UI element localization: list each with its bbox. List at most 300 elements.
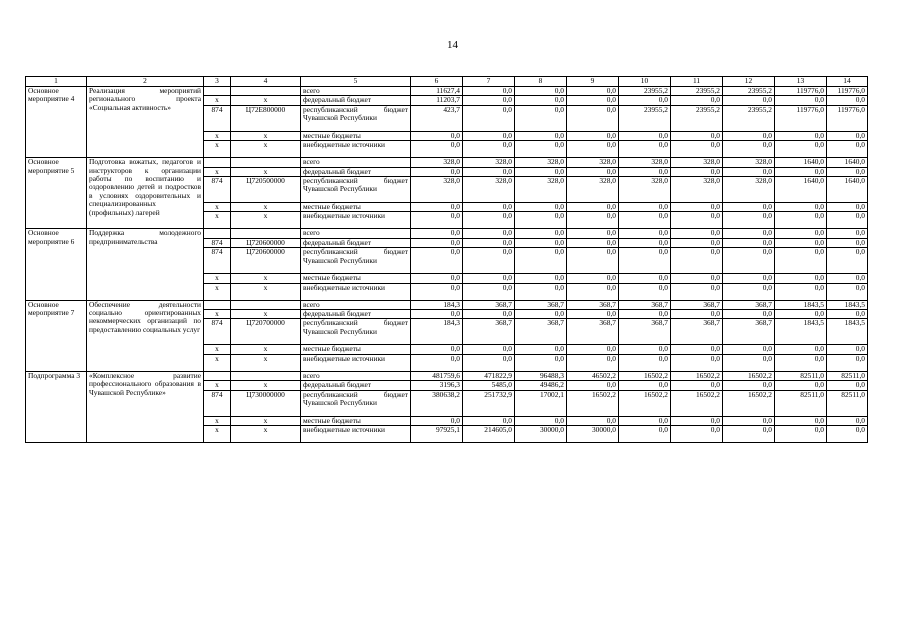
table-row [26,371,868,380]
admin-code: x [204,274,231,283]
amount-cell: 1640,0 [775,158,827,167]
page-number: 14 [447,39,458,51]
amount-cell: 328,0 [463,177,515,203]
amount-cell: 0,0 [671,426,723,443]
amount-cell: 368,7 [671,300,723,309]
amount-cell: 0,0 [411,283,463,300]
amount-cell: 0,0 [775,248,827,274]
activity-number: Основное мероприятие 6 [26,229,87,300]
amount-cell: 96488,3 [515,371,567,380]
admin-code: x [204,310,231,319]
admin-code: x [204,167,231,176]
amount-cell: 0,0 [671,310,723,319]
activity-number: Основное мероприятие 5 [26,158,87,229]
amount-cell: 0,0 [463,203,515,212]
amount-cell: 0,0 [827,212,868,229]
amount-cell: 23955,2 [723,105,775,131]
budget-table [25,76,868,443]
column-number-12: 12 [723,77,775,87]
amount-cell: 0,0 [671,345,723,354]
amount-cell: 328,0 [463,158,515,167]
amount-cell: 328,0 [671,158,723,167]
amount-cell: 0,0 [411,229,463,238]
amount-cell: 49486,2 [515,381,567,390]
amount-cell: 0,0 [463,310,515,319]
amount-cell: 0,0 [515,229,567,238]
amount-cell: 0,0 [827,238,868,247]
funding-source: всего [301,87,411,96]
amount-cell: 16502,2 [619,390,671,416]
column-number-11: 11 [671,77,723,87]
amount-cell: 0,0 [411,131,463,140]
amount-cell: 0,0 [723,167,775,176]
amount-cell: 368,7 [515,300,567,309]
amount-cell: 0,0 [515,87,567,96]
amount-cell: 0,0 [723,141,775,158]
funding-source: республиканский бюджет Чувашской Республики [301,390,411,416]
amount-cell: 0,0 [723,96,775,105]
table-row [26,300,868,309]
amount-cell: 0,0 [827,426,868,443]
admin-code: 874 [204,319,231,345]
amount-cell: 0,0 [775,229,827,238]
amount-cell: 0,0 [515,274,567,283]
budget-class-code: x [231,345,301,354]
amount-cell: 328,0 [515,158,567,167]
amount-cell: 0,0 [775,238,827,247]
amount-cell: 0,0 [775,167,827,176]
amount-cell: 0,0 [827,248,868,274]
admin-code: x [204,416,231,425]
amount-cell: 0,0 [567,283,619,300]
amount-cell: 23955,2 [619,87,671,96]
amount-cell: 0,0 [567,105,619,131]
admin-code: x [204,345,231,354]
amount-cell: 0,0 [671,212,723,229]
funding-source: внебюджетные источники [301,212,411,229]
amount-cell: 119776,0 [775,105,827,131]
amount-cell: 0,0 [619,283,671,300]
amount-cell: 328,0 [723,177,775,203]
amount-cell: 0,0 [827,345,868,354]
budget-class-code: x [231,381,301,390]
amount-cell: 0,0 [671,131,723,140]
column-number-4: 4 [231,77,301,87]
funding-source: местные бюджеты [301,203,411,212]
funding-source: федеральный бюджет [301,381,411,390]
amount-cell: 368,7 [671,319,723,345]
amount-cell: 0,0 [515,238,567,247]
amount-cell: 0,0 [723,274,775,283]
column-number-8: 8 [515,77,567,87]
amount-cell: 368,7 [463,319,515,345]
funding-source: республиканский бюджет Чувашской Республики [301,248,411,274]
column-number-1: 1 [26,77,87,87]
amount-cell: 0,0 [515,416,567,425]
amount-cell: 0,0 [671,167,723,176]
amount-cell: 0,0 [567,131,619,140]
column-number-3: 3 [204,77,231,87]
amount-cell: 0,0 [671,354,723,371]
amount-cell: 0,0 [775,426,827,443]
budget-class-code [231,229,301,238]
amount-cell: 0,0 [411,345,463,354]
amount-cell: 16502,2 [723,371,775,380]
table-row [26,87,868,96]
funding-source: местные бюджеты [301,416,411,425]
amount-cell: 0,0 [775,131,827,140]
amount-cell: 0,0 [515,345,567,354]
amount-cell: 0,0 [515,105,567,131]
amount-cell: 0,0 [827,310,868,319]
amount-cell: 368,7 [463,300,515,309]
amount-cell: 82511,0 [827,371,868,380]
amount-cell: 0,0 [411,274,463,283]
amount-cell: 0,0 [463,229,515,238]
amount-cell: 0,0 [567,345,619,354]
amount-cell: 380638,2 [411,390,463,416]
amount-cell: 328,0 [567,177,619,203]
amount-cell: 0,0 [775,203,827,212]
admin-code [204,300,231,309]
admin-code: 874 [204,238,231,247]
amount-cell: 0,0 [515,248,567,274]
amount-cell: 0,0 [775,310,827,319]
column-number-row [26,77,868,87]
activity-name: «Комплексное развитие профессионального образования в Чувашской Республике» [87,371,204,442]
amount-cell: 0,0 [723,310,775,319]
amount-cell: 0,0 [463,274,515,283]
amount-cell: 0,0 [775,381,827,390]
funding-source: республиканский бюджет Чувашской Республики [301,177,411,203]
amount-cell: 0,0 [515,96,567,105]
budget-class-code: Ц720500000 [231,177,301,203]
admin-code: x [204,141,231,158]
budget-class-code [231,371,301,380]
amount-cell: 0,0 [463,212,515,229]
funding-source: местные бюджеты [301,131,411,140]
amount-cell: 368,7 [619,300,671,309]
amount-cell: 0,0 [567,96,619,105]
amount-cell: 16502,2 [671,371,723,380]
amount-cell: 0,0 [463,416,515,425]
amount-cell: 0,0 [723,131,775,140]
amount-cell: 0,0 [827,167,868,176]
amount-cell: 0,0 [567,248,619,274]
amount-cell: 0,0 [723,354,775,371]
admin-code: x [204,283,231,300]
amount-cell: 328,0 [411,177,463,203]
activity-name: Подготовка вожатых, педагогов и инструкторов к организации работы по воспитанию и оздоровлению детей и подростков в условиях оздоровительных и специализированных (профильных) лагерей [87,158,204,229]
budget-class-code: x [231,167,301,176]
budget-class-code: Ц720600000 [231,248,301,274]
amount-cell: 0,0 [619,212,671,229]
amount-cell: 0,0 [827,354,868,371]
amount-cell: 11627,4 [411,87,463,96]
amount-cell: 368,7 [567,300,619,309]
amount-cell: 0,0 [775,96,827,105]
amount-cell: 30000,0 [567,426,619,443]
funding-source: местные бюджеты [301,274,411,283]
budget-class-code: Ц730000000 [231,390,301,416]
budget-class-code: x [231,354,301,371]
amount-cell: 0,0 [463,131,515,140]
amount-cell: 0,0 [567,203,619,212]
amount-cell: 0,0 [671,274,723,283]
budget-class-code [231,300,301,309]
amount-cell: 0,0 [515,354,567,371]
amount-cell: 0,0 [411,238,463,247]
amount-cell: 0,0 [515,283,567,300]
amount-cell: 0,0 [515,310,567,319]
admin-code: 874 [204,248,231,274]
table-row [26,158,868,167]
amount-cell: 1640,0 [775,177,827,203]
amount-cell: 0,0 [775,274,827,283]
admin-code [204,229,231,238]
activity-number: Подпрограмма 3 [26,371,87,442]
amount-cell: 82511,0 [827,390,868,416]
amount-cell: 23955,2 [671,87,723,96]
admin-code: 874 [204,390,231,416]
amount-cell: 0,0 [671,283,723,300]
amount-cell: 0,0 [567,416,619,425]
admin-code [204,158,231,167]
amount-cell: 23955,2 [723,87,775,96]
amount-cell: 0,0 [619,416,671,425]
amount-cell: 0,0 [567,167,619,176]
amount-cell: 0,0 [619,381,671,390]
amount-cell: 0,0 [463,141,515,158]
amount-cell: 0,0 [775,212,827,229]
amount-cell: 0,0 [671,248,723,274]
admin-code: x [204,381,231,390]
amount-cell: 0,0 [567,141,619,158]
amount-cell: 0,0 [463,283,515,300]
amount-cell: 0,0 [619,167,671,176]
amount-cell: 0,0 [827,381,868,390]
amount-cell: 5485,0 [463,381,515,390]
column-number-9: 9 [567,77,619,87]
amount-cell: 0,0 [723,238,775,247]
amount-cell: 16502,2 [671,390,723,416]
activity-name: Обеспечение деятельности социально ориентированных некоммерческих организаций по предоставлению социальных услуг [87,300,204,371]
amount-cell: 1843,5 [827,319,868,345]
budget-class-code: x [231,96,301,105]
amount-cell: 119776,0 [775,87,827,96]
budget-class-code: x [231,416,301,425]
table-body [26,77,868,443]
amount-cell: 0,0 [463,105,515,131]
amount-cell: 0,0 [723,203,775,212]
amount-cell: 0,0 [619,310,671,319]
amount-cell: 16502,2 [619,371,671,380]
amount-cell: 184,3 [411,319,463,345]
amount-cell: 0,0 [411,354,463,371]
amount-cell: 368,7 [619,319,671,345]
admin-code: 874 [204,177,231,203]
amount-cell: 0,0 [671,229,723,238]
budget-class-code: x [231,274,301,283]
admin-code: x [204,354,231,371]
amount-cell: 328,0 [619,177,671,203]
budget-class-code: x [231,141,301,158]
amount-cell: 0,0 [515,203,567,212]
funding-source: федеральный бюджет [301,96,411,105]
amount-cell: 3196,3 [411,381,463,390]
amount-cell: 0,0 [827,141,868,158]
admin-code [204,371,231,380]
activity-number: Основное мероприятие 4 [26,87,87,158]
amount-cell: 0,0 [619,248,671,274]
amount-cell: 0,0 [723,345,775,354]
column-number-14: 14 [827,77,868,87]
amount-cell: 1640,0 [827,177,868,203]
funding-source: внебюджетные источники [301,354,411,371]
amount-cell: 0,0 [411,141,463,158]
amount-cell: 0,0 [671,416,723,425]
amount-cell: 119776,0 [827,87,868,96]
amount-cell: 11203,7 [411,96,463,105]
amount-cell: 0,0 [671,203,723,212]
amount-cell: 0,0 [463,167,515,176]
admin-code: x [204,212,231,229]
amount-cell: 0,0 [619,354,671,371]
amount-cell: 0,0 [619,238,671,247]
amount-cell: 0,0 [567,310,619,319]
budget-class-code [231,158,301,167]
amount-cell: 0,0 [567,274,619,283]
amount-cell: 82511,0 [775,390,827,416]
amount-cell: 368,7 [567,319,619,345]
admin-code: x [204,131,231,140]
budget-class-code: Ц720600000 [231,238,301,247]
amount-cell: 328,0 [515,177,567,203]
column-number-2: 2 [87,77,204,87]
admin-code: x [204,426,231,443]
amount-cell: 0,0 [671,381,723,390]
amount-cell: 30000,0 [515,426,567,443]
amount-cell: 481759,6 [411,371,463,380]
amount-cell: 1843,5 [775,319,827,345]
amount-cell: 97925,1 [411,426,463,443]
column-number-7: 7 [463,77,515,87]
amount-cell: 0,0 [775,283,827,300]
funding-source: федеральный бюджет [301,167,411,176]
funding-source: внебюджетные источники [301,426,411,443]
amount-cell: 0,0 [411,167,463,176]
amount-cell: 0,0 [411,203,463,212]
amount-cell: 0,0 [723,283,775,300]
funding-source: всего [301,229,411,238]
amount-cell: 0,0 [567,354,619,371]
budget-class-code: Ц720700000 [231,319,301,345]
funding-source: всего [301,158,411,167]
amount-cell: 0,0 [619,274,671,283]
amount-cell: 0,0 [671,238,723,247]
amount-cell: 0,0 [723,229,775,238]
budget-class-code: Ц72Е800000 [231,105,301,131]
funding-source: внебюджетные источники [301,141,411,158]
amount-cell: 0,0 [775,141,827,158]
budget-class-code: x [231,426,301,443]
amount-cell: 0,0 [411,212,463,229]
amount-cell: 328,0 [723,158,775,167]
amount-cell: 368,7 [723,319,775,345]
amount-cell: 0,0 [515,131,567,140]
admin-code: x [204,203,231,212]
amount-cell: 0,0 [619,203,671,212]
amount-cell: 0,0 [411,248,463,274]
amount-cell: 0,0 [567,87,619,96]
budget-class-code: x [231,310,301,319]
table-row [26,229,868,238]
amount-cell: 328,0 [671,177,723,203]
amount-cell: 0,0 [567,381,619,390]
column-number-6: 6 [411,77,463,87]
amount-cell: 82511,0 [775,371,827,380]
budget-class-code: x [231,283,301,300]
amount-cell: 0,0 [619,96,671,105]
amount-cell: 214605,0 [463,426,515,443]
funding-source: республиканский бюджет Чувашской Республики [301,319,411,345]
amount-cell: 0,0 [827,283,868,300]
amount-cell: 0,0 [463,238,515,247]
amount-cell: 0,0 [411,416,463,425]
amount-cell: 0,0 [723,248,775,274]
activity-name: Реализация мероприятий регионального проекта «Социальная активность» [87,87,204,158]
amount-cell: 0,0 [723,426,775,443]
amount-cell: 0,0 [463,345,515,354]
column-number-13: 13 [775,77,827,87]
funding-source: местные бюджеты [301,345,411,354]
amount-cell: 251732,9 [463,390,515,416]
activity-number: Основное мероприятие 7 [26,300,87,371]
amount-cell: 0,0 [515,167,567,176]
amount-cell: 16502,2 [567,390,619,416]
amount-cell: 328,0 [567,158,619,167]
budget-class-code [231,87,301,96]
amount-cell: 1843,5 [827,300,868,309]
amount-cell: 0,0 [775,416,827,425]
amount-cell: 368,7 [723,300,775,309]
amount-cell: 0,0 [567,212,619,229]
amount-cell: 0,0 [463,354,515,371]
amount-cell: 0,0 [567,238,619,247]
column-number-10: 10 [619,77,671,87]
amount-cell: 0,0 [775,345,827,354]
amount-cell: 328,0 [619,158,671,167]
amount-cell: 0,0 [619,345,671,354]
funding-source: всего [301,371,411,380]
amount-cell: 0,0 [671,96,723,105]
column-number-5: 5 [301,77,411,87]
amount-cell: 0,0 [827,229,868,238]
amount-cell: 119776,0 [827,105,868,131]
amount-cell: 0,0 [671,141,723,158]
admin-code: 874 [204,105,231,131]
amount-cell: 0,0 [567,229,619,238]
amount-cell: 0,0 [827,203,868,212]
activity-name: Поддержка молодежного предпринимательства [87,229,204,300]
funding-source: федеральный бюджет [301,310,411,319]
amount-cell: 368,7 [515,319,567,345]
amount-cell: 0,0 [827,416,868,425]
amount-cell: 0,0 [463,248,515,274]
amount-cell: 23955,2 [671,105,723,131]
amount-cell: 0,0 [827,96,868,105]
amount-cell: 0,0 [463,87,515,96]
